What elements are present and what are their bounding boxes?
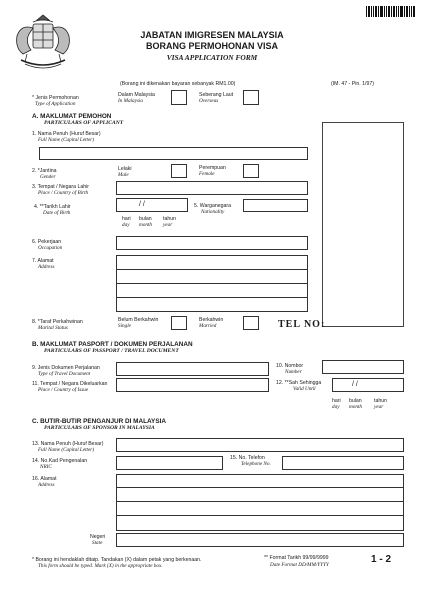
address-label: 7. Alamat xyxy=(32,258,54,264)
application-type-label: * Jenis Permohonan xyxy=(32,95,79,101)
birth-date-field[interactable] xyxy=(116,198,188,212)
nationality-field[interactable] xyxy=(243,199,308,212)
in-malaysia-checkbox[interactable] xyxy=(171,90,187,105)
travel-doc-type-label-en: Type of Travel Document xyxy=(38,371,91,377)
option-in-malaysia-label-en: In Malaysia xyxy=(118,98,143,104)
sponsor-phone-label-en: Telephone No. xyxy=(241,461,271,467)
birth-day-label-en: day xyxy=(122,222,130,228)
section-b-title: B. MAKLUMAT PASPORT / DOKUMEN PERJALANAN xyxy=(32,341,193,348)
birth-date-label: 4. **Tarikh Lahir xyxy=(34,204,71,210)
issue-place-label: 11. Tempat / Negara Dikeluarkan xyxy=(32,381,108,387)
single-label: Belum Berkahwin xyxy=(118,317,159,323)
sponsor-address-label: 16. Alamat xyxy=(32,476,57,482)
valid-month-label: bulan xyxy=(349,398,362,404)
female-checkbox[interactable] xyxy=(243,164,259,178)
married-label: Berkahwin xyxy=(199,317,224,323)
birth-day-label: hari xyxy=(122,216,131,222)
valid-day-label-en: day xyxy=(332,404,340,410)
issue-place-field[interactable] xyxy=(116,378,269,392)
birth-date-separators: / / xyxy=(139,201,145,208)
form-code: (IM. 47 - Pin. 1/97) xyxy=(331,81,374,87)
valid-until-separators: / / xyxy=(352,381,358,388)
passport-number-label: 10. Nombor xyxy=(276,363,304,369)
page-number: 1 - 2 xyxy=(371,554,392,565)
birthplace-label: 3. Tempat / Negara Lahir xyxy=(32,184,89,190)
address-line-1[interactable] xyxy=(116,255,308,270)
birth-month-label: bulan xyxy=(139,216,152,222)
full-name-label: 1. Nama Penuh (Huruf Besar) xyxy=(32,131,101,137)
sponsor-phone-field[interactable] xyxy=(282,456,404,470)
male-label-en: Male xyxy=(118,172,129,178)
birth-year-label-en: year xyxy=(163,222,173,228)
form-title-department: JABATAN IMIGRESEN MALAYSIA xyxy=(140,30,284,40)
coat-of-arms-icon xyxy=(11,14,75,76)
option-overseas-label-en: Overseas xyxy=(199,98,219,104)
occupation-label: 6. Pekerjaan xyxy=(32,239,62,245)
gender-label: 2. *Jantina xyxy=(32,168,57,174)
issue-place-label-en: Place / Country of Issue xyxy=(38,387,89,393)
sponsor-name-field[interactable] xyxy=(116,438,404,452)
option-overseas-label: Seberang Laut xyxy=(199,92,234,98)
section-c-title-en: PARTICULARS OF SPONSOR IN MALAYSIA xyxy=(44,425,155,431)
travel-doc-type-field[interactable] xyxy=(116,362,269,376)
option-in-malaysia-label: Dalam Malaysia xyxy=(118,92,155,98)
single-label-en: Single xyxy=(118,323,131,329)
single-checkbox[interactable] xyxy=(171,316,187,330)
sponsor-nric-label: 14. No.Kad Pengenalan xyxy=(32,458,88,464)
valid-day-label: hari xyxy=(332,398,341,404)
barcode xyxy=(366,6,416,17)
sponsor-address-label-en: Address xyxy=(38,482,55,488)
section-a-title: A. MAKLUMAT PEMOHON xyxy=(32,113,112,120)
passport-number-label-en: Number xyxy=(285,369,302,375)
sponsor-address-line-2[interactable] xyxy=(116,488,404,502)
footer-note-en: This form should be typed. Mark (X) in the appropriate box. xyxy=(38,563,163,569)
occupation-label-en: Occupation xyxy=(38,245,63,251)
full-name-label-en: Full Name (Capital Letter) xyxy=(38,137,95,143)
application-type-label-en: Type of Application xyxy=(35,101,76,107)
date-format-label-en: Date Format DD/MM/YYYY xyxy=(270,562,329,568)
marital-status-label-en: Marital Status xyxy=(38,325,68,331)
tel-no-label: TEL NO: xyxy=(278,319,326,330)
nationality-label-en: Nationality xyxy=(201,209,225,215)
address-line-2[interactable] xyxy=(116,270,308,284)
travel-doc-type-label: 9. Jenis Dokumen Perjalanan xyxy=(32,365,100,371)
date-format-label: ** Format Tarikh 99/99/9999 xyxy=(264,555,329,561)
photo-box[interactable] xyxy=(322,122,404,327)
section-b-title-en: PARTICULARS OF PASSPORT / TRAVEL DOCUMENT xyxy=(44,348,179,354)
valid-year-label: tahun xyxy=(374,398,387,404)
passport-number-field[interactable] xyxy=(322,360,404,374)
sponsor-name-label: 13. Nama Penuh (Huruf Besar) xyxy=(32,441,104,447)
female-label-en: Female xyxy=(199,171,215,177)
male-label: Lelaki xyxy=(118,166,132,172)
valid-year-label-en: year xyxy=(374,404,384,410)
birthplace-label-en: Place / Country of Birth xyxy=(38,190,89,196)
birth-month-label-en: month xyxy=(139,222,152,228)
address-label-en: Address xyxy=(38,264,55,270)
occupation-field[interactable] xyxy=(116,236,308,250)
overseas-checkbox[interactable] xyxy=(243,90,259,105)
married-checkbox[interactable] xyxy=(243,316,259,330)
sponsor-state-label-en: State xyxy=(92,540,103,546)
female-label: Perempuan xyxy=(199,165,226,171)
sponsor-nric-field[interactable] xyxy=(116,456,223,470)
sponsor-state-field[interactable] xyxy=(116,533,404,547)
sponsor-address-line-3[interactable] xyxy=(116,502,404,516)
section-a-title-en: PARTICULARS OF APPLICANT xyxy=(44,120,124,126)
full-name-field[interactable] xyxy=(39,147,308,160)
valid-month-label-en: month xyxy=(349,404,362,410)
form-title-visa: BORANG PERMOHONAN VISA xyxy=(145,41,278,51)
birth-year-label: tahun xyxy=(163,216,176,222)
address-line-3[interactable] xyxy=(116,284,308,298)
male-checkbox[interactable] xyxy=(171,164,187,178)
footer-note: * Borang ini hendaklah ditaip. Tandakan (X) dalam petak yang berkenaan. xyxy=(32,557,202,563)
sponsor-phone-label: 15. No. Telefon xyxy=(230,455,265,461)
valid-until-field[interactable] xyxy=(332,378,404,392)
address-line-4[interactable] xyxy=(116,298,308,312)
nationality-label: 5. Warganegara xyxy=(194,203,232,209)
section-c-title: C. BUTIR-BUTIR PENGANJUR DI MALAYSIA xyxy=(32,418,166,425)
sponsor-address-line-1[interactable] xyxy=(116,474,404,488)
birthplace-field[interactable] xyxy=(116,181,308,195)
sponsor-name-label-en: Full Name (Capital Letter) xyxy=(38,447,95,453)
form-title-english: VISA APPLICATION FORM xyxy=(166,53,258,62)
birth-date-label-en: Date of Birth xyxy=(43,210,71,216)
married-label-en: Married xyxy=(199,323,217,329)
marital-status-label: 8. *Taraf Perkahwinan xyxy=(32,319,83,325)
fee-note: (Borang ini dikenakan bayaran sebanyak RM1.00) xyxy=(120,81,236,87)
gender-label-en: Gender xyxy=(40,174,56,180)
valid-until-label: 12. **Sah Sehingga xyxy=(276,380,322,386)
sponsor-state-label: Negeri xyxy=(90,534,106,540)
sponsor-nric-label-en: NRIC xyxy=(40,464,52,470)
sponsor-address-line-4[interactable] xyxy=(116,516,404,531)
valid-until-label-en: Valid Until xyxy=(293,386,316,392)
